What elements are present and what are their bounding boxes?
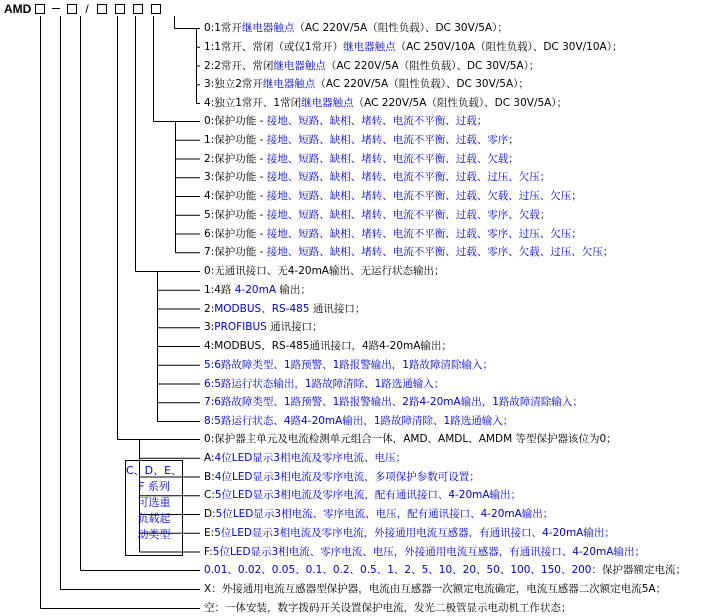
- option-row: [204, 582, 666, 597]
- option-colon: :: [210, 396, 215, 409]
- option-text: 保护器主单元及电流检测单元组合一体，AMD、AMDL、AMDM 等型保护器该位为0；: [214, 433, 617, 445]
- option-text: 接地、短路、缺相、堵转、电流不平衡、过载、欠载、过压、欠压: [266, 190, 572, 202]
- option-row: [204, 414, 513, 429]
- option-text: （AC 250V/10A（阻性负载）、DC 30V/10A）；: [395, 40, 623, 53]
- option-text: 4位LED显示3相电流及零序电流、电压；: [214, 451, 406, 464]
- option-code: F: [204, 545, 210, 558]
- option-text: 保护功能 -: [214, 115, 267, 127]
- option-text: （AC 220V/5A（阻性负载）、DC 30V/5A）；: [315, 78, 529, 91]
- option-code: 6: [204, 227, 211, 240]
- option-row: [204, 283, 311, 298]
- option-row: [204, 526, 615, 541]
- option-row: [204, 189, 582, 204]
- model-prefix: AMD: [4, 1, 32, 16]
- option-code: 0: [204, 22, 211, 34]
- option-colon: :: [210, 171, 215, 184]
- option-colon: :: [210, 208, 215, 221]
- option-row: [204, 563, 686, 578]
- option-code: 2: [204, 59, 211, 72]
- option-text: MODBUS、RS-485通讯接口，4路4-20mA输出；: [214, 340, 452, 352]
- option-row: [204, 302, 365, 317]
- note-line: F 系列: [138, 480, 170, 493]
- option-colon: :: [210, 97, 215, 109]
- option-text: 输出；: [276, 283, 311, 296]
- option-text: 5位LED显示3相电流及零序电流，外接通用电流互感器，有通讯接口、4-20mA输出；: [214, 526, 615, 539]
- option-code: 0: [204, 265, 211, 277]
- option-text: 继电器触点: [241, 22, 295, 34]
- option-colon: :: [210, 152, 215, 165]
- option-text: 接地、短路、缺相、堵转、电流不平衡、过载: [266, 115, 477, 127]
- option-code: E: [204, 526, 211, 539]
- option-row: [204, 40, 622, 55]
- code-slash: /: [85, 1, 89, 16]
- option-colon: :: [210, 190, 215, 202]
- option-row: [204, 208, 550, 223]
- option-text: 接地、短路、缺相、堵转、电流不平衡、过载、过压、欠压: [266, 171, 540, 184]
- option-text: 1常开、常闭（或仅1常开）: [214, 40, 344, 53]
- option-row: [204, 152, 519, 167]
- note-line: 可选重: [137, 496, 171, 509]
- option-row: [204, 245, 613, 260]
- option-code: 0: [204, 433, 211, 445]
- option-text: ；: [571, 227, 582, 240]
- note-line: C、D、E、: [126, 464, 183, 477]
- option-text: 继电器触点: [273, 59, 326, 72]
- option-text: ；: [539, 208, 551, 221]
- option-text: ：一体安装，数字拨码开关设置保护电流，发光二极管显示电动机工作状态；: [214, 602, 572, 614]
- option-text: PROFIBUS: [214, 321, 267, 334]
- option-colon: :: [210, 133, 215, 146]
- option-code: X: [204, 583, 212, 595]
- option-text: 独立1常开、1常闭: [214, 97, 302, 109]
- option-text: 接地、短路、缺相、堵转、电流不平衡、过载、欠载: [266, 152, 509, 165]
- option-row: [204, 96, 567, 111]
- option-code: 4: [204, 340, 211, 352]
- option-text: 保护功能 -: [214, 152, 267, 165]
- option-code: 5: [204, 358, 211, 371]
- option-row: [204, 133, 519, 148]
- option-colon: :: [210, 78, 215, 91]
- option-colon: :: [210, 22, 215, 34]
- option-text: 5路运行状态输出，1路故障清除、1路选通输入；: [214, 377, 445, 390]
- option-colon: :: [209, 545, 213, 558]
- option-row: [204, 21, 508, 36]
- option-row: [204, 170, 550, 185]
- note-line: 负载起: [137, 512, 171, 525]
- option-text: 4位LED显示3相电流及零序电流，多项保护参数可设置；: [214, 470, 480, 483]
- option-text: ；: [508, 133, 519, 146]
- option-code: 空: [204, 602, 215, 614]
- option-text: 保护功能 -: [214, 208, 267, 221]
- option-code: 3: [204, 78, 211, 91]
- option-text: ：外接通用电流互感器型保护器，电流由互感器一次额定电流确定，电流互感器二次额定电流5A；: [211, 583, 667, 595]
- option-text: 2常开、常闭: [214, 59, 274, 72]
- option-text: ；: [539, 171, 551, 184]
- option-text: 保护功能 -: [214, 227, 267, 240]
- option-colon: :: [210, 227, 215, 240]
- option-text: 接地、短路、缺相、堵转、电流不平衡、过载、零序: [266, 133, 509, 146]
- option-text: 继电器触点: [301, 97, 354, 109]
- option-code: 0: [204, 115, 211, 127]
- option-row: [204, 358, 493, 373]
- option-row: [204, 545, 645, 560]
- option-colon: :: [210, 283, 215, 296]
- option-colon: :: [210, 302, 215, 315]
- option-code: 1: [204, 283, 211, 296]
- option-colon: :: [212, 508, 216, 520]
- option-colon: :: [210, 321, 215, 334]
- option-text: ；: [602, 246, 614, 259]
- option-code: 3: [204, 171, 211, 184]
- option-row: [204, 339, 452, 354]
- option-text: 6路故障类型、1路预警、1路报警输出，1路故障清除输入；: [214, 358, 493, 371]
- option-code: A: [204, 451, 211, 464]
- option-row: [204, 395, 583, 410]
- option-code: 4: [204, 97, 211, 109]
- option-row: [204, 601, 572, 616]
- option-text: （AC 220V/5A（阻性负载）、DC 30V/5A）；: [294, 22, 508, 34]
- option-text: 保护功能 -: [214, 246, 267, 259]
- option-text: 继电器触点: [343, 40, 396, 53]
- option-text: 5位LED显示3相电流、零序电流、电压，外接通用电流互感器，有通讯接口、4-20mA输出；: [212, 545, 645, 558]
- option-colon: :: [210, 59, 215, 72]
- option-code: 7: [204, 396, 211, 409]
- option-row: [204, 77, 529, 92]
- option-text: 保护功能 -: [214, 190, 267, 202]
- option-text: ；: [508, 152, 519, 165]
- option-colon: :: [210, 358, 215, 371]
- option-row: [204, 320, 323, 335]
- option-row: [204, 432, 617, 447]
- option-text: 4路: [214, 283, 235, 296]
- option-colon: :: [210, 377, 215, 390]
- option-code: C: [204, 489, 212, 502]
- option-text: 1常开: [214, 22, 242, 34]
- option-text: （AC 220V/5A（阻性负载）、DC 30V/5A）；: [353, 97, 568, 109]
- option-row: [204, 377, 444, 392]
- option-code: 6: [204, 377, 211, 390]
- option-row: [204, 507, 553, 522]
- option-colon: :: [210, 40, 215, 53]
- option-text: MODBUS、RS-485: [214, 302, 310, 315]
- option-colon: :: [210, 433, 215, 445]
- option-text: 独立2常开: [214, 78, 263, 91]
- option-code: 8: [204, 415, 211, 427]
- option-text: 接地、短路、缺相、堵转、电流不平衡、过载、零序、欠载、过压、欠压: [266, 246, 603, 259]
- option-text: 4-20mA: [234, 283, 277, 296]
- option-text: 接地、短路、缺相、堵转、电流不平衡、过载、零序、欠载: [266, 208, 540, 221]
- option-row: [204, 227, 582, 242]
- option-code: D: [204, 508, 213, 520]
- option-row: [204, 114, 487, 129]
- note-line: 动类型: [137, 528, 171, 541]
- option-code: 1: [204, 133, 211, 146]
- option-text: 通讯接口；: [309, 302, 366, 315]
- option-colon: :: [210, 526, 215, 539]
- option-text: （AC 220V/5A（阻性负载）、DC 30V/5A）；: [325, 59, 540, 72]
- option-code: 7: [204, 246, 211, 259]
- option-colon: :: [211, 451, 215, 464]
- option-text: ；: [476, 115, 488, 127]
- option-text: 保护功能 -: [214, 133, 267, 146]
- option-text: 接地、短路、缺相、堵转、电流不平衡、过载、零序、过压、欠压: [266, 227, 572, 240]
- option-row: [204, 488, 521, 503]
- option-text: 6路故障类型、1路预警、1路报警输出、2路4-20mA输出，1路故障清除输入；: [214, 396, 583, 409]
- option-colon: :: [211, 470, 215, 483]
- option-text: 5路运行状态、4路4-20mA输出，1路故障清除、1路选通输入；: [214, 415, 514, 427]
- option-text: 继电器触点: [262, 78, 316, 91]
- option-text: ；: [571, 190, 582, 202]
- option-text: 通讯接口；: [266, 321, 323, 334]
- option-code: 1: [204, 40, 211, 53]
- option-colon: :: [210, 265, 215, 277]
- option-row: [204, 451, 406, 466]
- option-code: 4: [204, 190, 211, 202]
- option-text: ：保护器额定电流；: [591, 564, 686, 576]
- option-text: 0.01、0.02、0.05、0.1、0.2、0.5、1、2、5、10、20、50、100、150、200: [204, 564, 592, 576]
- option-colon: :: [210, 246, 215, 259]
- option-row: [204, 59, 539, 74]
- option-text: 5位LED显示3相电流、零序电流、电压，配有通讯接口、4-20mA输出；: [215, 508, 554, 520]
- option-text: 5位LED显示3相电流及零序电流，配有通讯接口、4-20mA输出；: [214, 489, 522, 502]
- option-colon: :: [211, 489, 215, 502]
- option-colon: :: [210, 115, 215, 127]
- option-row: [204, 264, 444, 279]
- option-colon: :: [210, 415, 215, 427]
- series-note: [125, 460, 183, 556]
- option-code: 3: [204, 321, 211, 334]
- option-code: 2: [204, 152, 211, 165]
- option-code: 5: [204, 208, 211, 221]
- option-text: 无通讯接口、无4-20mA输出、无运行状态输出；: [214, 265, 445, 277]
- option-text: 保护功能 -: [214, 171, 267, 184]
- option-code: 2: [204, 302, 211, 315]
- option-row: [204, 470, 480, 485]
- option-code: B: [204, 470, 212, 483]
- option-colon: :: [210, 340, 215, 352]
